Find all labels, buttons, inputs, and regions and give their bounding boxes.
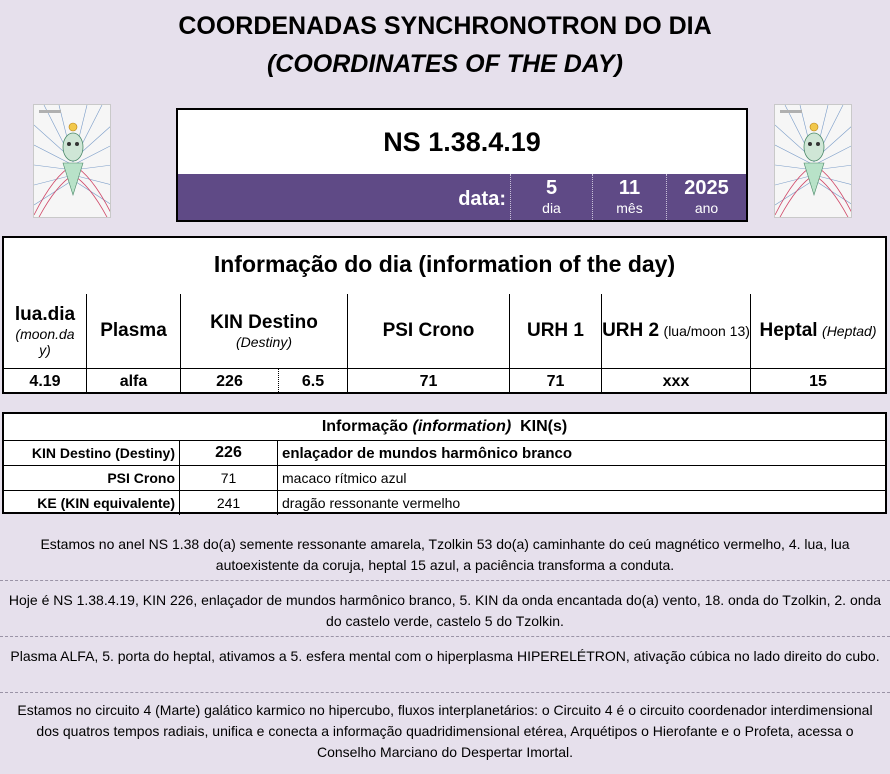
kin-row-name: dragão ressonante vermelho [282, 495, 461, 511]
kin-row-name: enlaçador de mundos harmônico branco [282, 444, 573, 462]
header-urh2-sub: (lua/moon 13) [663, 323, 750, 339]
synchronotron-art-left-image [33, 104, 111, 218]
header-lua-dia-label: lua.dia [14, 304, 76, 325]
kin-info-title-a: Informação [321, 418, 409, 435]
divider [0, 692, 890, 693]
table-row [4, 465, 885, 489]
date-day-cell [510, 174, 592, 220]
kin-row-label: KIN Destino (Destiny) [4, 441, 180, 465]
value-kin-extra: 6.5 [278, 369, 347, 394]
value-psi-crono: 71 [347, 369, 509, 394]
synchronotron-figure-icon [34, 105, 111, 218]
value-heptal: 15 [750, 369, 885, 394]
date-label: data: [458, 188, 506, 210]
day-info-table [2, 236, 887, 394]
date-month-value: 11 [618, 177, 641, 199]
paragraph-plasma: Plasma ALFA, 5. porta do heptal, ativamos a 5. esfera mental com o hiperplasma HIPERELÉTRON, ativação cúbica no lado direito do cubo. [10, 648, 880, 664]
paragraph-circuit: Estamos no circuito 4 (Marte) galático karmico no hipercubo, fluxos interplanetários: o Circuito 4 é o circuito coordenador interdimensional dos quatros tempos radiais, unifica e conecta a informação quadridimensional etérea, Arquétipos o Hierofante e o Profeta, acessa o Conselho Marciano do Despertar Imortal. [17, 702, 873, 760]
kin-info-table [2, 412, 887, 514]
value-urh2: xxx [601, 369, 750, 394]
header-plasma [86, 294, 180, 368]
kin-row-label: KE (KIN equivalente) [4, 491, 180, 515]
header-lua-dia [4, 294, 86, 368]
header-lua-dia-sub: (moon.day) [15, 326, 75, 358]
date-day-label: dia [542, 200, 561, 216]
synchronotron-art-right-image [774, 104, 852, 218]
date-bar [178, 174, 746, 220]
page-title: COORDENADAS SYNCHRONOTRON DO DIA [178, 12, 712, 40]
value-kin: 226 [180, 369, 278, 394]
kin-info-title [4, 414, 885, 440]
divider [0, 636, 890, 637]
header-heptal-sub: (Heptad) [822, 323, 877, 339]
paragraph-today: Hoje é NS 1.38.4.19, KIN 226, enlaçador de mundos harmônico branco, 5. KIN da onda encantada do(a) vento, 18. onda do Tzolkin, 2. onda do castelo verde, castelo 5 do Tzolkin. [8, 592, 882, 629]
ns-code-panel [176, 108, 748, 222]
kin-row-number: 226 [180, 441, 278, 465]
kin-row-number: 71 [180, 466, 278, 490]
kin-info-title-c: KIN(s) [520, 418, 568, 435]
ns-code: NS 1.38.4.19 [383, 126, 541, 157]
date-month-label: mês [616, 200, 643, 216]
header-heptal [750, 294, 885, 368]
header-urh2-label: URH 2 [602, 320, 660, 341]
table-row [4, 490, 885, 514]
page-subtitle: (COORDINATES OF THE DAY) [266, 50, 623, 78]
synchronotron-figure-icon [775, 105, 852, 218]
header-urh1-label: URH 1 [526, 320, 584, 341]
paragraph-ring: Estamos no anel NS 1.38 do(a) semente ressonante amarela, Tzolkin 53 do(a) caminhante do ceú magnético vermelho, 4. lua, lua autoexistente da coruja, heptal 15 azul, a paciência transforma a conduta. [40, 536, 850, 573]
header-kin-destino [180, 294, 347, 368]
value-lua-dia: 4.19 [29, 372, 61, 390]
kin-row-label: PSI Crono [4, 466, 180, 490]
header-urh1 [509, 294, 601, 368]
date-year-value: 2025 [684, 177, 729, 199]
kin-row-number: 241 [180, 491, 278, 515]
divider [0, 580, 890, 581]
header-psi-crono [347, 294, 509, 368]
table-row [4, 440, 885, 464]
date-month-cell [592, 174, 666, 220]
kin-row-name: macaco rítmico azul [282, 470, 407, 486]
header-kin-destino-label: KIN Destino [210, 312, 318, 333]
header-plasma-label: Plasma [100, 320, 167, 341]
header-psi-crono-label: PSI Crono [382, 320, 475, 341]
date-day-value: 5 [545, 177, 558, 199]
header-urh2 [601, 294, 750, 368]
header-kin-destino-sub: (Destiny) [235, 334, 292, 350]
value-plasma: alfa [86, 369, 180, 394]
date-year-cell [666, 174, 746, 220]
header-heptal-label: Heptal [759, 320, 818, 341]
kin-info-title-b: (information) [412, 418, 512, 435]
date-year-label: ano [694, 200, 719, 216]
day-info-title: Informação do dia (information of the day) [213, 251, 676, 277]
value-urh1: 71 [509, 369, 601, 394]
